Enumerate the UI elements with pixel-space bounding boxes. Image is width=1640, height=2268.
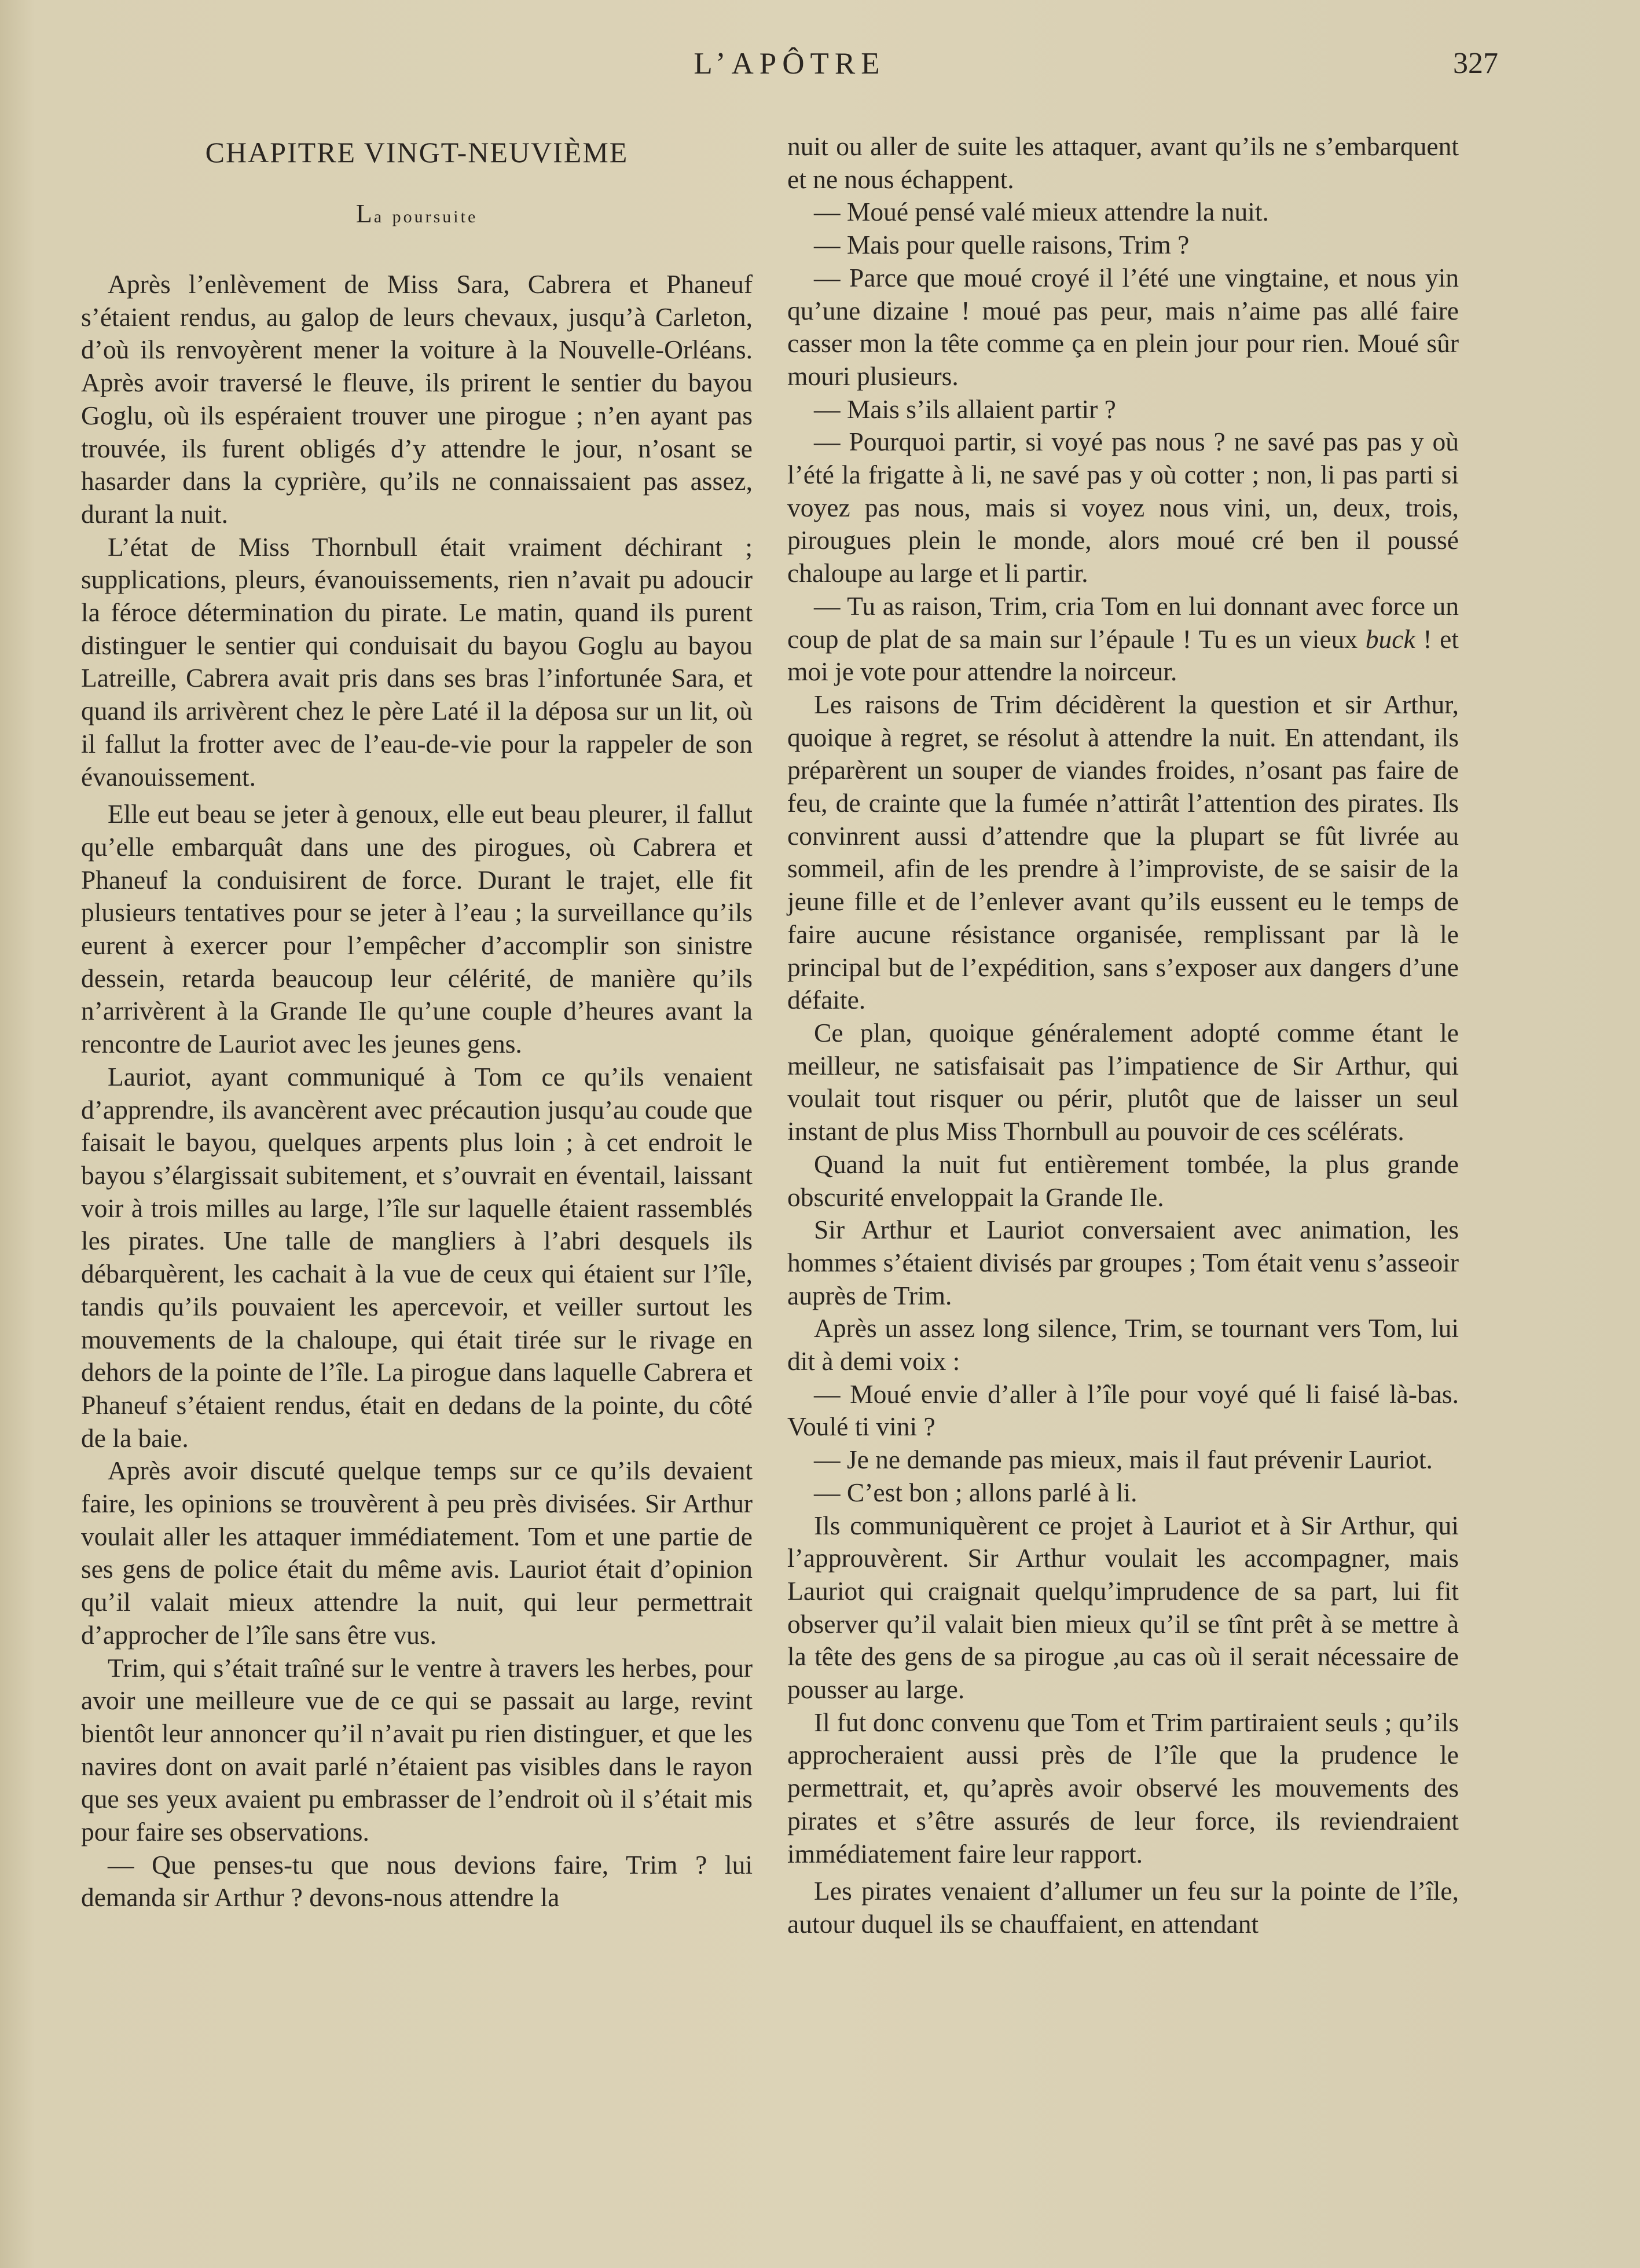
paragraph: Sir Arthur et Lauriot conversaient avec animation, les hommes s’étaient divisés par groupes ; Tom était venu s’asseoir auprès de Trim. — [787, 1215, 1459, 1310]
paragraph: L’état de Miss Thornbull était vraiment déchirant ; supplications, pleurs, évanouissements, rien n’avait pu adoucir la féroce détermination du pirate. Le matin, quand ils purent distinguer le sentier qui conduisait du bayou Goglu au bayou Latreille, Cabrera avait pris dans ses bras l’infortunée Sara, et quand ils arrivèrent chez le père Laté il la déposa sur un lit, où il fallut la frotter avec de l’eau-de-vie pour la rappeler de son évanouissement. — [81, 532, 753, 792]
right-column — [787, 130, 1459, 1941]
section-title-rest: poursuite — [392, 207, 478, 226]
paragraph: — Parce que moué croyé il l’été une vingtaine, et nous yin qu’une dizaine ! moué pas peur, mais n’aime pas allé faire casser mon la tête comme ça en plein jour pour rien. Moué sûr mouri plusieurs. — [787, 262, 1459, 391]
paragraph: Il fut donc convenu que Tom et Trim partiraient seuls ; qu’ils approcheraient aussi près de l’île que la prudence le permettrait, et, qu’après avoir observé les mouvements des pirates et s’être assurés de leur force, ils reviendraient immédiatement faire leur rapport. — [787, 1707, 1459, 1868]
section-title-initial: L — [355, 199, 374, 228]
paragraph-text: — Tu as raison, Trim, cria Tom en lui donnant avec force un coup de plat de sa main sur l’épaule ! Tu es un vieux — [787, 591, 1459, 654]
paragraph — [787, 590, 1459, 688]
section-title — [81, 197, 753, 233]
running-title: L’APÔTRE — [694, 47, 886, 80]
paragraph-text: ! et moi je vote pour attendre la noirceur. — [787, 624, 1459, 687]
paragraph: Les raisons de Trim décidèrent la question et sir Arthur, quoique à regret, se résolut à attendre la nuit. En attendant, ils préparèrent un souper de viandes froides, n’osant pas faire de feu, de crainte que la fumée n’attirât l’attention des pirates. Ils convinrent aussi d’attendre que la plupart se fût livrée au sommeil, afin de les prendre à l’improviste, de se saisir de la jeune fille et de l’enlever avant qu’ils eussent eu le temps de faire aucune résistance organisée, remplissant par là le principal but de l’expédition, sans s’exposer aux dangers d’une défaite. — [787, 689, 1459, 1015]
paragraph: — Que penses-tu que nous devions faire, Trim ? lui demanda sir Arthur ? devons-nous attendre la — [81, 1849, 753, 1912]
paragraph: — Pourquoi partir, si voyé pas nous ? ne savé pas pas y où l’été la frigatte à li, ne savé pas y où cotter ; non, li pas parti si voyez pas nous, mais si voyez nous vini, un, deux, trois, pirougues plein le monde, alors moué cré ben il poussé chaloupe au large et li partir. — [787, 427, 1459, 588]
paragraph: Ils communiquèrent ce projet à Lauriot et à Sir Arthur, qui l’approuvèrent. Sir Arthur voulait les accompagner, mais Lauriot qui craignait quelqu’imprudence de sa part, lui fit observer qu’il valait bien mieux qu’il se tînt prêt à se mettre à la tête des gens de sa pirogue ,au cas où il serait nécessaire de pousser au large. — [787, 1510, 1459, 1705]
paragraph: Trim, qui s’était traîné sur le ventre à travers les herbes, pour avoir une meilleure vue de ce qui se passait au large, revint bientôt leur annoncer qu’il n’avait pu rien distinguer, et que les navires dont on avait parlé n’étaient pas visibles dans le rayon que ses yeux avaient pu embrasser de l’endroit où il s’était mis pour faire ses observations. — [81, 1653, 753, 1847]
paragraph: — C’est bon ; allons parlé à li. — [814, 1477, 1138, 1507]
running-head — [81, 46, 1498, 93]
section-title-initial-rest: a — [373, 207, 384, 226]
paragraph: Les pirates venaient d’allumer un feu sur la pointe de l’île, autour duquel ils se chauffaient, en attendant — [787, 1876, 1459, 1939]
left-column — [81, 130, 753, 1914]
paragraph: Elle eut beau se jeter à genoux, elle eut beau pleurer, il fallut qu’elle embarquât dans une des pirogues, où Cabrera et Phaneuf la conduisirent de force. Durant le trajet, elle fit plusieurs tentatives pour se jeter à l’eau ; la surveillance qu’ils eurent à exercer pour l’empêcher d’accomplir son sinistre dessein, retarda beaucoup leur célérité, de manière qu’ils n’arrivèrent à la Grande Ile qu’une couple d’heures avant la rencontre de Lauriot avec les jeunes gens. — [81, 799, 753, 1059]
page-number: 327 — [1453, 47, 1498, 80]
chapter-title: CHAPITRE VINGT-NEUVIÈME — [205, 136, 629, 168]
paragraph: Ce plan, quoique généralement adopté comme étant le meilleur, ne satisfaisait pas l’impatience de Sir Arthur, qui voulait tout risquer ou périr, plutôt que de laisser un seul instant de plus Miss Thornbull au pouvoir de ces scélérats. — [787, 1017, 1459, 1146]
paragraph: — Mais pour quelle raisons, Trim ? — [814, 230, 1190, 260]
paragraph: Quand la nuit fut entièrement tombée, la plus grande obscurité enveloppait la Grande Ile. — [787, 1149, 1459, 1212]
paragraph: Après avoir discuté quelque temps sur ce qu’ils devaient faire, les opinions se trouvèrent à peu près divisées. Sir Arthur voulait aller les attaquer immédiatement. Tom et une partie de ses gens de police était du même avis. Lauriot était d’opinion qu’il valait mieux attendre la nuit, qui leur permettrait d’approcher de l’île sans être vus. — [81, 1456, 753, 1650]
italic-word: buck — [1365, 624, 1415, 654]
paragraph: — Moué envie d’aller à l’île pour voyé qué li faisé là-bas. Voulé ti vini ? — [787, 1379, 1459, 1442]
paragraph: Après un assez long silence, Trim, se tournant vers Tom, lui dit à demi voix : — [787, 1313, 1459, 1376]
paragraph: Après l’enlèvement de Miss Sara, Cabrera et Phaneuf s’étaient rendus, au galop de leurs chevaux, jusqu’à Carleton, d’où ils renvoyèrent mener la voiture à la Nouvelle-Orléans. Après avoir traversé le fleuve, ils prirent le sentier du bayou Goglu, où ils espéraient trouver une pirogue ; n’en ayant pas trouvée, ils furent obligés d’y attendre le jour, n’osant se hasarder dans la cyprière, qu’ils ne connaissaient pas assez, durant la nuit. — [81, 269, 753, 529]
paragraph: — Mais s’ils allaient partir ? — [814, 394, 1116, 424]
paragraph: — Moué pensé valé mieux attendre la nuit. — [814, 197, 1269, 227]
paragraph: Lauriot, ayant communiqué à Tom ce qu’ils venaient d’apprendre, ils avancèrent avec précaution jusqu’au coude que faisait le bayou, quelques arpents plus loin ; à cet endroit le bayou s’élargissait subitement, et s’ouvrait en éventail, laissant voir à trois milles au large, l’île sur laquelle étaient rassemblés les pirates. Une talle de mangliers à l’abri desquels ils débarquèrent, les cachait à la vue de ceux qui étaient sur l’île, tandis qu’ils pouvaient les apercevoir, et veiller surtout les mouvements de la chaloupe, qui était tirée sur le rivage en dehors de la pointe de l’île. La pirogue dans laquelle Cabrera et Phaneuf s’étaient rendus, était en dedans de la pointe, du côté de la baie. — [81, 1061, 753, 1453]
paragraph: — Je ne demande pas mieux, mais il faut prévenir Lauriot. — [814, 1445, 1433, 1475]
paragraph-continuation: nuit ou aller de suite les attaquer, avant qu’ils ne s’embarquent et ne nous échappent. — [787, 131, 1459, 194]
